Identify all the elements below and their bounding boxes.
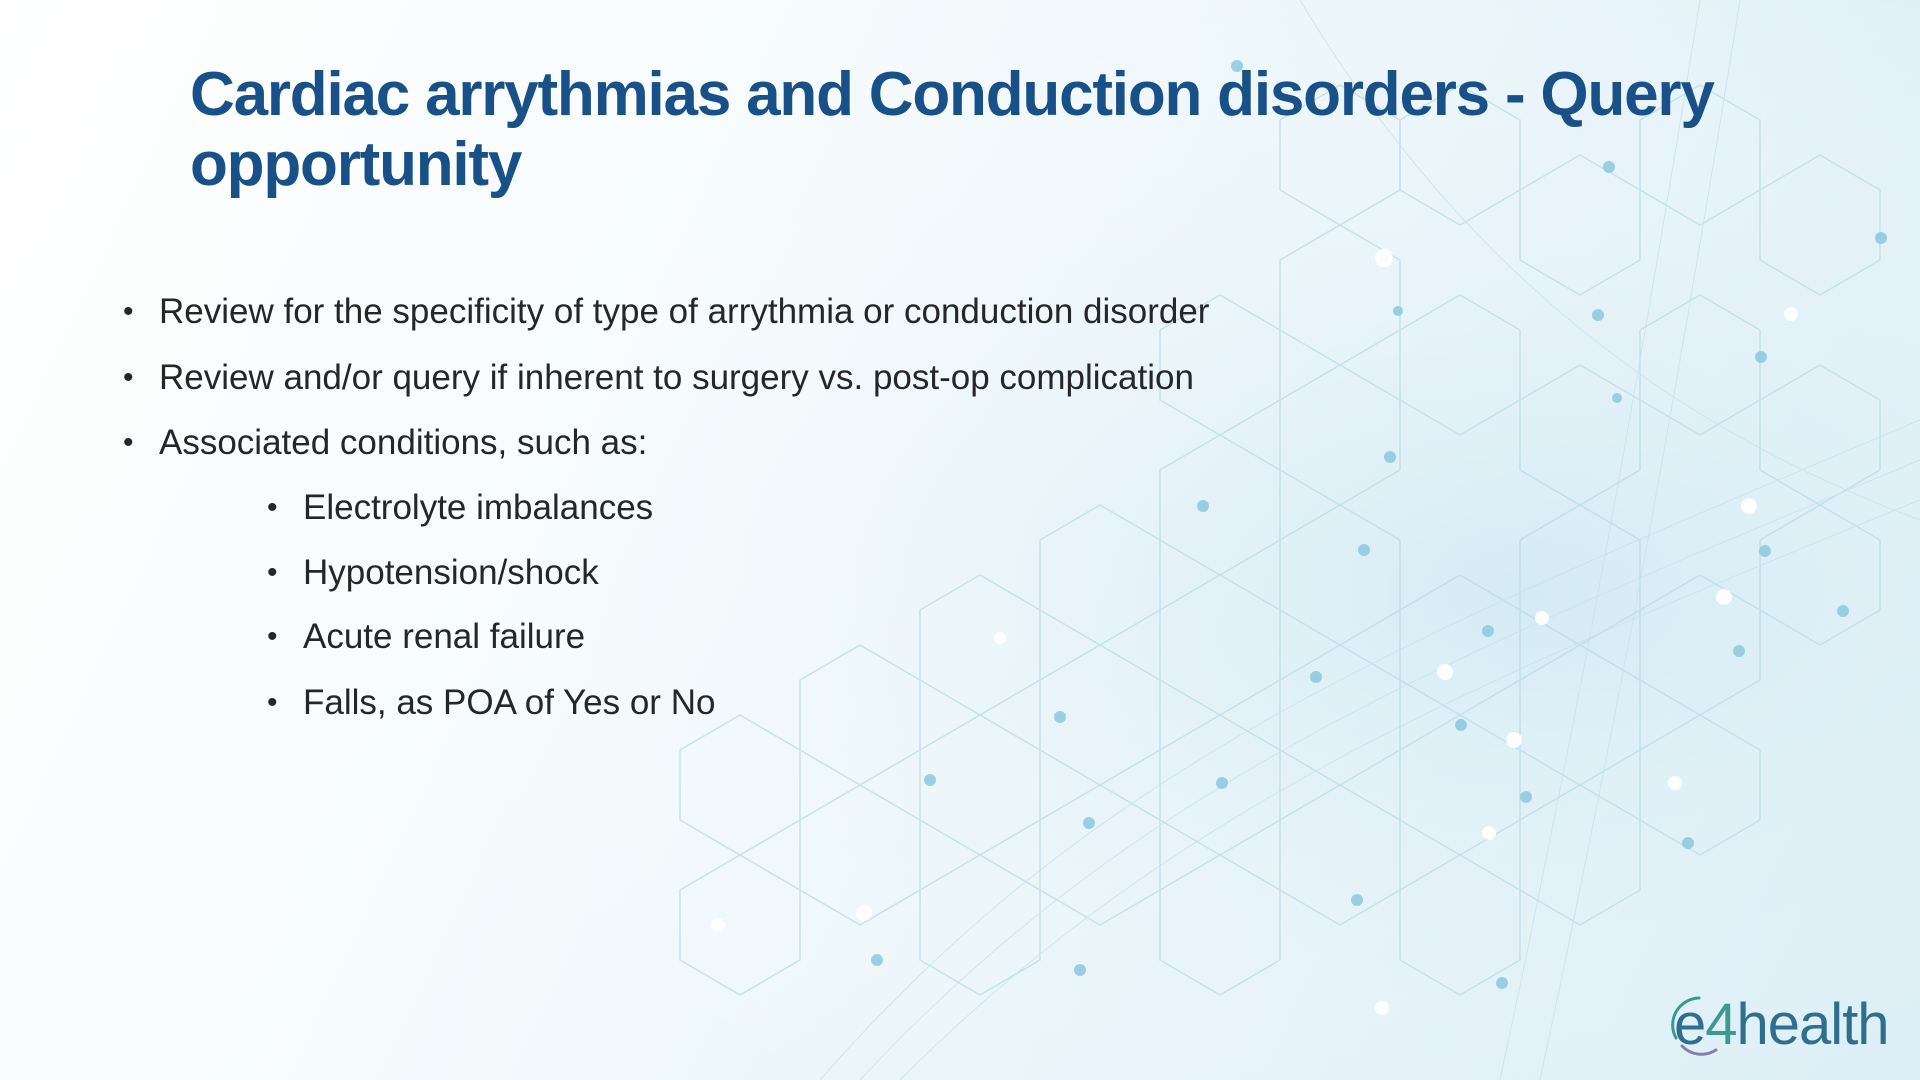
logo-wordmark bbox=[1674, 990, 1889, 1060]
bullet-marker: • bbox=[123, 295, 134, 328]
sub-bullet-item bbox=[267, 681, 716, 725]
bullet-item bbox=[123, 421, 648, 465]
bullet-text: Review for the specificity of type of arrythmia or conduction disorder bbox=[159, 292, 1210, 331]
sub-bullet-item bbox=[267, 486, 654, 530]
sub-bullet-item bbox=[267, 551, 599, 595]
bullet-item bbox=[123, 356, 1194, 400]
bullet-marker: • bbox=[123, 361, 134, 394]
sub-bullet-text: Acute renal failure bbox=[303, 617, 586, 656]
slide-title: Cardiac arrythmias and Conduction disorders - Query opportunity bbox=[190, 60, 1714, 199]
e4health-logo bbox=[1664, 990, 1900, 1060]
bullet-text: Associated conditions, such as: bbox=[159, 423, 648, 462]
sub-bullet-text: Falls, as POA of Yes or No bbox=[303, 683, 716, 722]
bullet-item bbox=[123, 290, 1210, 334]
bullet-marker: • bbox=[267, 491, 278, 524]
bullet-marker: • bbox=[267, 620, 278, 653]
logo-number: 4 bbox=[1705, 992, 1737, 1057]
logo-suffix: health bbox=[1736, 992, 1889, 1057]
bullet-marker: • bbox=[123, 426, 134, 459]
sub-bullet-text: Electrolyte imbalances bbox=[303, 488, 654, 527]
bullet-marker: • bbox=[267, 686, 278, 719]
bullet-text: Review and/or query if inherent to surgery vs. post-op complication bbox=[159, 358, 1194, 397]
sub-bullet-text: Hypotension/shock bbox=[303, 553, 599, 592]
sub-bullet-item bbox=[267, 615, 586, 659]
bullet-marker: • bbox=[267, 556, 278, 589]
logo-prefix: e bbox=[1674, 992, 1706, 1057]
